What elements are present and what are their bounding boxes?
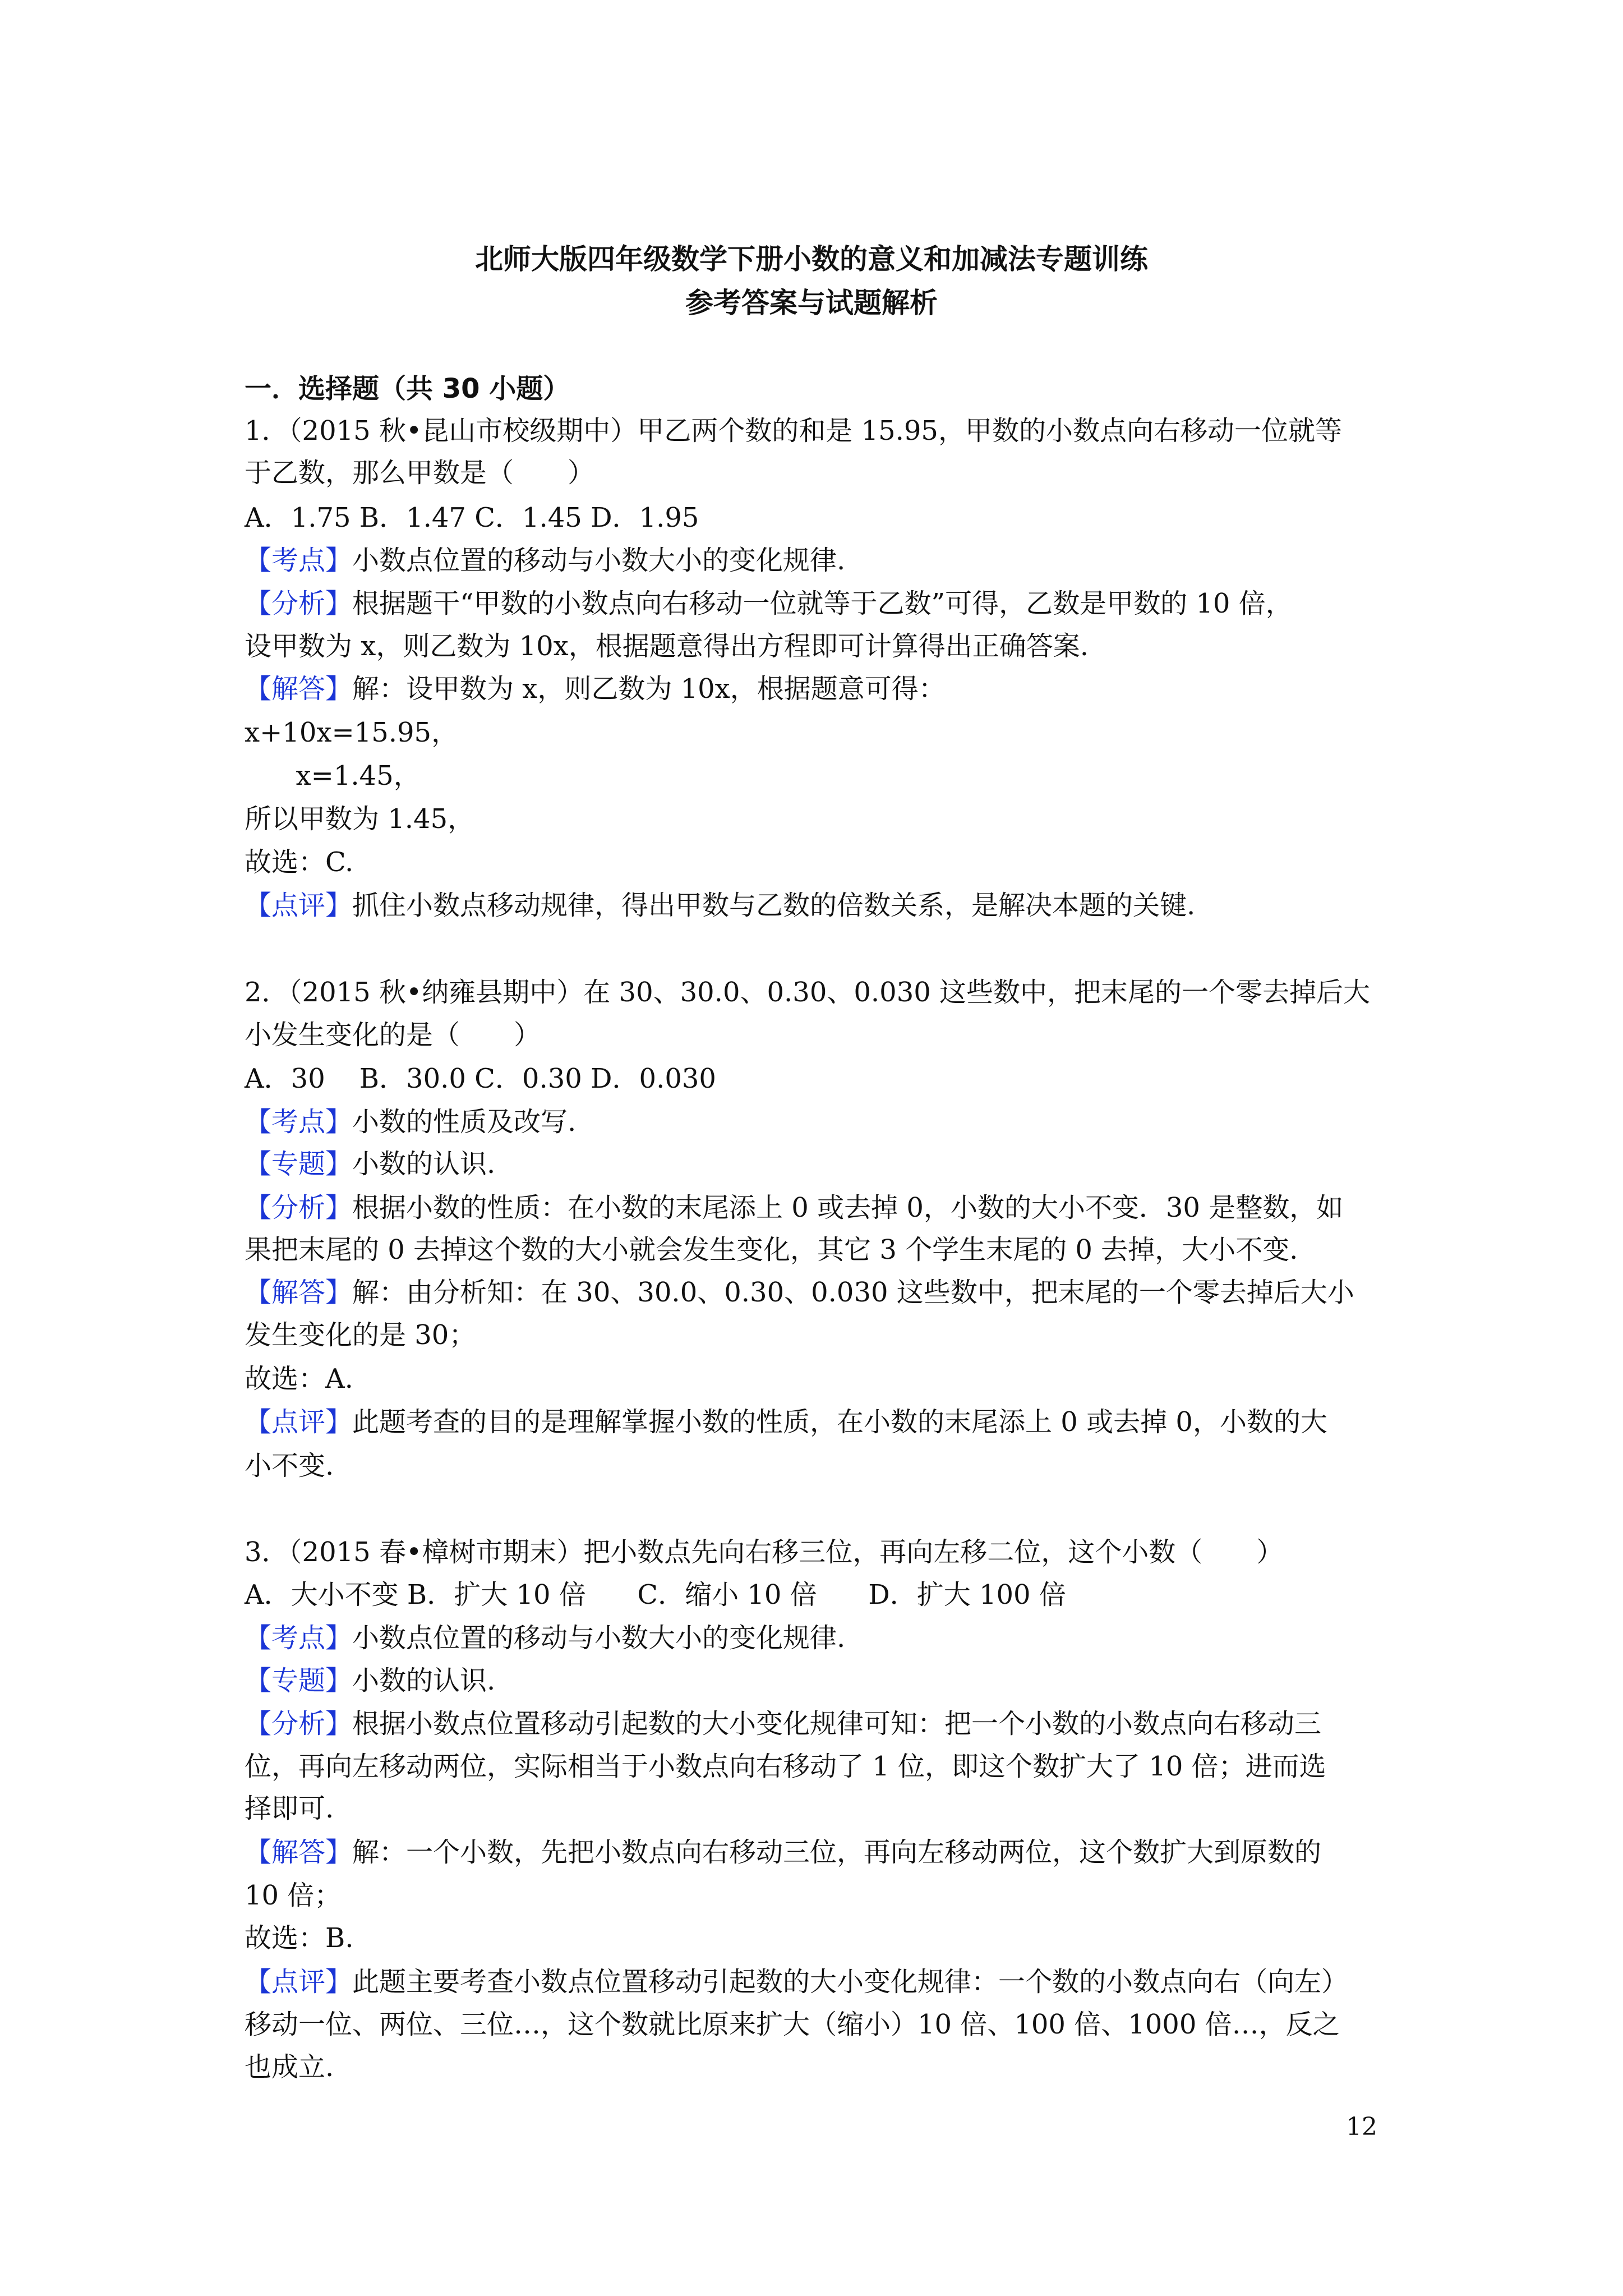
line-text: 小不变.: [245, 1450, 334, 1481]
text-line: [245, 1750, 1326, 1783]
line-text: 10 倍；: [245, 1880, 342, 1911]
text-line: [245, 1792, 334, 1825]
line-text: A．30 B．30.0 C．0.30 D．0.030: [245, 1063, 716, 1094]
section-heading: 一．选择题（共 30 小题）: [245, 373, 570, 404]
line-text: 移动一位、两位、三位…，这个数就比原来扩大（缩小）10 倍、100 倍、1000 倍…，反之: [245, 2009, 1340, 2040]
line-text: 3．（2015 春•樟树市期末）把小数点先向右移三位，再向左移二位，这个小数（ ）: [245, 1536, 1284, 1568]
label-tag: 【分析】: [245, 1192, 353, 1223]
text-line: [245, 501, 699, 535]
text-line: [245, 1018, 541, 1052]
line-text: 抓住小数点移动规律，得出甲数与乙数的倍数关系，是解决本题的关键.: [352, 890, 1196, 921]
text-line: [245, 2050, 334, 2084]
line-text: 所以甲数为 1.45，: [245, 803, 475, 835]
label-tag: 【解答】: [245, 1837, 353, 1868]
text-line: [245, 1062, 716, 1096]
text-line: [245, 1965, 1348, 1999]
text-line: [245, 1449, 334, 1483]
label-tag: 【分析】: [245, 1708, 353, 1740]
text-line: [245, 1362, 353, 1396]
text-line: [245, 1621, 845, 1655]
text-line: [245, 976, 1370, 1009]
text-line: [245, 1147, 495, 1181]
line-text: 此题主要考查小数点位置移动引起数的大小变化规律：一个数的小数点向右（向左）: [352, 1966, 1349, 1998]
text-line: [245, 587, 1293, 620]
text-line: [245, 1921, 354, 1955]
text-line: [245, 716, 458, 749]
line-text: 小数点位置的移动与小数大小的变化规律.: [352, 1622, 846, 1654]
document-subtitle: 参考答案与试题解析: [685, 287, 938, 319]
line-text: 故选：B.: [245, 1922, 354, 1954]
text-line: [245, 2008, 1340, 2041]
line-text: 小数点位置的移动与小数大小的变化规律.: [352, 545, 846, 576]
text-line: [245, 845, 353, 879]
line-text: 小数的认识.: [352, 1665, 496, 1696]
text-line: [245, 672, 946, 706]
line-text: 发生变化的是 30；: [245, 1319, 476, 1351]
text-line: [245, 1535, 1283, 1569]
line-text: 解：一个小数，先把小数点向右移动三位，再向左移动两位，这个数扩大到原数的: [352, 1837, 1322, 1868]
text-line: [245, 802, 474, 836]
text-line: [245, 1276, 1354, 1309]
page-number: 12: [1346, 2113, 1377, 2141]
line-text: 也成立.: [245, 2051, 334, 2083]
text-line: [245, 456, 594, 490]
text-line: [245, 544, 845, 577]
text-line: [245, 1879, 341, 1912]
text-line: [245, 1835, 1321, 1869]
line-text: 根据小数的性质：在小数的末尾添上 0 或去掉 0，小数的大小不变．30 是整数，如: [352, 1192, 1344, 1223]
label-tag: 【分析】: [245, 588, 353, 619]
line-text: 小数的认识.: [352, 1148, 496, 1180]
line-text: 故选：A.: [245, 1363, 353, 1395]
text-line: [245, 1664, 495, 1697]
label-tag: 【点评】: [245, 1406, 353, 1438]
text-line: [245, 1707, 1321, 1741]
line-text: 择即可.: [245, 1793, 334, 1824]
line-text: 于乙数，那么甲数是（ ）: [245, 457, 595, 489]
text-line: [245, 1233, 1298, 1267]
line-text: 根据小数点位置移动引起数的大小变化规律可知：把一个小数的小数点向右移动三: [352, 1708, 1322, 1740]
label-tag: 【专题】: [245, 1665, 353, 1696]
line-text: 位，再向左移动两位，实际相当于小数点向右移动了 1 位，即这个数扩大了 10 倍；进而选: [245, 1751, 1326, 1782]
line-text: x+10x=15.95，: [245, 717, 459, 748]
line-text: 2．（2015 秋•纳雍县期中）在 30、30.0、0.30、0.030 这些数中，把末尾的一个零去掉后大: [245, 977, 1371, 1008]
line-text: 设甲数为 x，则乙数为 10x，根据题意得出方程即可计算得出正确答案.: [245, 631, 1089, 662]
text-line: [245, 759, 421, 793]
text-line: [245, 1578, 1066, 1612]
line-text: A．大小不变 B．扩大 10 倍 C．缩小 10 倍 D．扩大 100 倍: [245, 1579, 1066, 1611]
line-text: 解：设甲数为 x，则乙数为 10x，根据题意可得：: [352, 673, 946, 705]
line-text: 此题考查的目的是理解掌握小数的性质，在小数的末尾添上 0 或去掉 0，小数的大: [352, 1406, 1327, 1438]
label-tag: 【考点】: [245, 1106, 353, 1138]
document-title: 北师大版四年级数学下册小数的意义和加减法专题训练: [475, 243, 1148, 275]
line-text: 果把末尾的 0 去掉这个数的大小就会发生变化，其它 3 个学生末尾的 0 去掉，大小不变.: [245, 1234, 1298, 1266]
label-tag: 【考点】: [245, 1622, 353, 1654]
line-text: 根据题干“甲数的小数点向右移动一位就等于乙数”可得，乙数是甲数的 10 倍，: [352, 588, 1293, 619]
label-tag: 【考点】: [245, 545, 353, 576]
label-tag: 【点评】: [245, 1966, 353, 1998]
text-line: [245, 1105, 576, 1139]
line-text: 小发生变化的是（ ）: [245, 1019, 541, 1051]
text-line: [245, 1191, 1343, 1225]
line-text: 故选：C.: [245, 846, 354, 878]
text-line: [245, 889, 1195, 922]
text-line: [245, 1405, 1327, 1439]
text-line: [245, 1318, 476, 1352]
label-tag: 【解答】: [245, 673, 353, 705]
label-tag: 【专题】: [245, 1148, 353, 1180]
text-line: [245, 414, 1342, 448]
line-text: 小数的性质及改写.: [352, 1106, 577, 1138]
line-text: A．1.75 B．1.47 C．1.45 D．1.95: [245, 502, 699, 533]
text-line: [245, 629, 1089, 663]
label-tag: 【点评】: [245, 890, 353, 921]
line-text: x=1.45，: [245, 760, 421, 792]
line-text: 1．（2015 秋•昆山市校级期中）甲乙两个数的和是 15.95，甲数的小数点向右移动一位就等: [245, 415, 1342, 447]
label-tag: 【解答】: [245, 1277, 353, 1308]
line-text: 解：由分析知：在 30、30.0、0.30、0.030 这些数中，把末尾的一个零去掉后大小: [352, 1277, 1354, 1308]
